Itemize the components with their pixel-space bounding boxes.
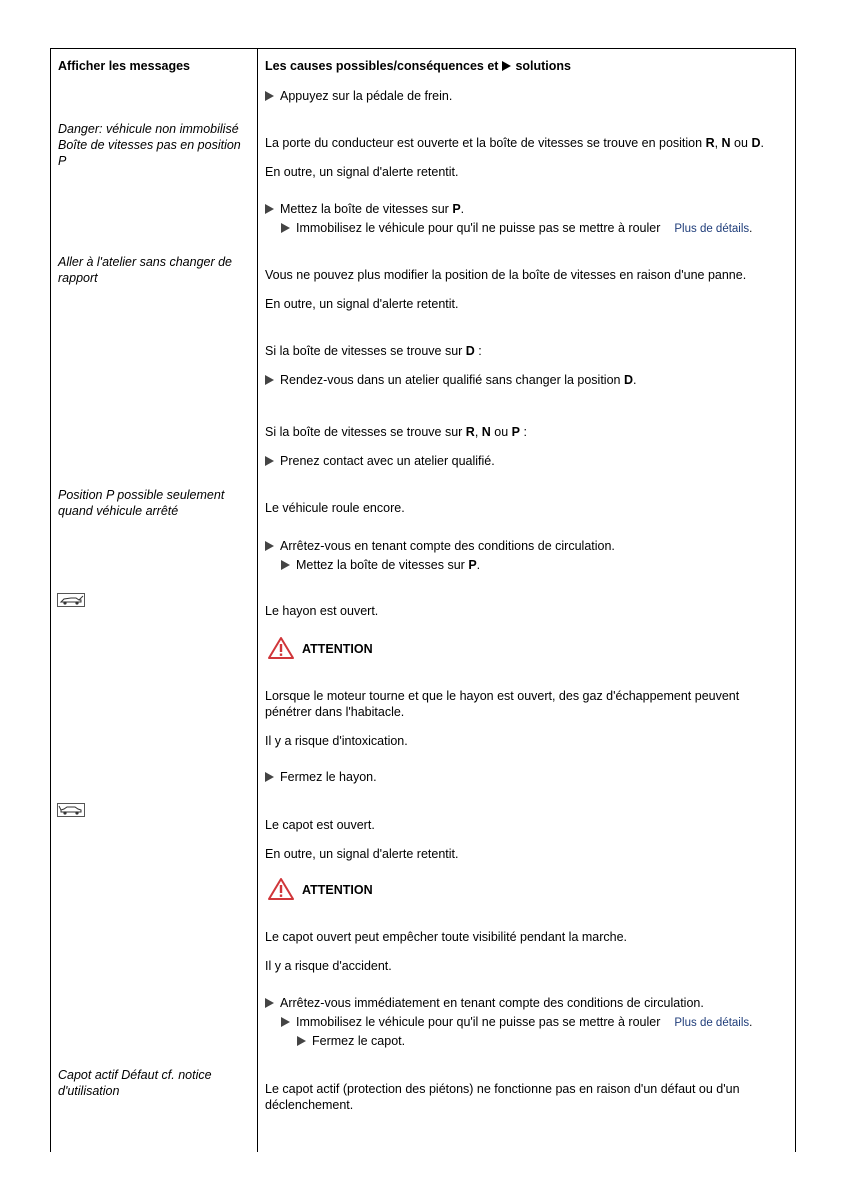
para-alert-1: En outre, un signal d'alerte retentit. xyxy=(265,165,459,179)
para-exhaust: Lorsque le moteur tourne et que le hayon est ouvert, des gaz d'échappement peuvent pénétrer dans l'habitacle. xyxy=(265,689,740,719)
message-position-p: Position P possible seulement quand véhicule arrêté xyxy=(58,488,225,518)
para-hood-open: Le capot est ouvert. xyxy=(265,818,375,832)
triangle-bullet-icon xyxy=(297,1036,306,1046)
step-workshop-d: Rendez-vous dans un atelier qualifié sans changer la position D. xyxy=(265,372,636,388)
step-immobilize-2: Immobilisez le véhicule pour qu'il ne puisse pas se mettre à rouler Plus de détails. xyxy=(281,1014,752,1031)
step-brake: Appuyez sur la pédale de frein. xyxy=(265,88,452,104)
car-tailgate-open-icon xyxy=(57,593,85,607)
triangle-bullet-icon xyxy=(281,1017,290,1027)
step-stop: Arrêtez-vous en tenant compte des conditions de circulation. xyxy=(265,538,615,554)
step-shift-p-2: Mettez la boîte de vitesses sur P. xyxy=(281,557,480,573)
step-immobilize-1: Immobilisez le véhicule pour qu'il ne puisse pas se mettre à rouler Plus de détails. xyxy=(281,220,752,237)
triangle-bullet-icon xyxy=(265,204,274,214)
link-more-details-2[interactable]: Plus de détails xyxy=(674,1017,750,1029)
table-right-border xyxy=(795,48,796,1152)
warning-label-1: ATTENTION xyxy=(302,642,373,656)
triangle-bullet-icon xyxy=(281,223,290,233)
para-intoxication: Il y a risque d'intoxication. xyxy=(265,734,408,748)
para-door-open: La porte du conducteur est ouverte et la boîte de vitesses se trouve en position R, N ou D. xyxy=(265,136,764,150)
header-causes xyxy=(265,58,571,74)
triangle-bullet-icon xyxy=(281,560,290,570)
warning-triangle-icon xyxy=(267,877,295,901)
header-messages: Afficher les messages xyxy=(58,59,191,73)
header-causes-text: Les causes possibles/conséquences et xyxy=(265,59,499,73)
para-vehicle-moving: Le véhicule roule encore. xyxy=(265,501,405,515)
triangle-bullet-icon xyxy=(265,541,274,551)
triangle-bullet-icon xyxy=(502,61,511,71)
step-close-hood: Fermez le capot. xyxy=(297,1033,405,1049)
header-solutions-text: solutions xyxy=(515,59,572,73)
table-column-divider xyxy=(257,48,258,1152)
message-danger: Danger: véhicule non immobilisé Boîte de vitesses pas en position P xyxy=(58,122,241,168)
link-more-details-1[interactable]: Plus de détails xyxy=(674,223,750,235)
message-atelier: Aller à l'atelier sans changer de rapport xyxy=(58,255,233,285)
triangle-bullet-icon xyxy=(265,91,274,101)
para-if-d: Si la boîte de vitesses se trouve sur D : xyxy=(265,344,482,358)
triangle-bullet-icon xyxy=(265,456,274,466)
triangle-bullet-icon xyxy=(265,772,274,782)
para-alert-2: En outre, un signal d'alerte retentit. xyxy=(265,297,459,311)
car-hood-open-icon xyxy=(57,803,85,817)
para-visibility: Le capot ouvert peut empêcher toute visibilité pendant la marche. xyxy=(265,930,628,944)
step-contact-workshop: Prenez contact avec un atelier qualifié. xyxy=(265,453,495,469)
para-alert-3: En outre, un signal d'alerte retentit. xyxy=(265,847,459,861)
triangle-bullet-icon xyxy=(265,375,274,385)
table-left-border xyxy=(50,48,51,1152)
warning-triangle-icon xyxy=(267,636,295,660)
para-gear-fault: Vous ne pouvez plus modifier la position de la boîte de vitesses en raison d'une panne. xyxy=(265,268,747,282)
para-if-rnp: Si la boîte de vitesses se trouve sur R, N ou P : xyxy=(265,425,527,439)
triangle-bullet-icon xyxy=(265,998,274,1008)
warning-label-2: ATTENTION xyxy=(302,883,373,897)
step-stop-immediately: Arrêtez-vous immédiatement en tenant compte des conditions de circulation. xyxy=(265,995,704,1011)
step-close-tailgate: Fermez le hayon. xyxy=(265,769,377,785)
table-top-border xyxy=(50,48,796,49)
para-tailgate-open: Le hayon est ouvert. xyxy=(265,604,379,618)
message-capot-actif: Capot actif Défaut cf. notice d'utilisation xyxy=(58,1068,212,1098)
step-shift-p: Mettez la boîte de vitesses sur P. xyxy=(265,201,464,217)
para-active-hood: Le capot actif (protection des piétons) ne fonctionne pas en raison d'un défaut ou d'un déclenchement. xyxy=(265,1082,740,1112)
para-accident: Il y a risque d'accident. xyxy=(265,959,392,973)
